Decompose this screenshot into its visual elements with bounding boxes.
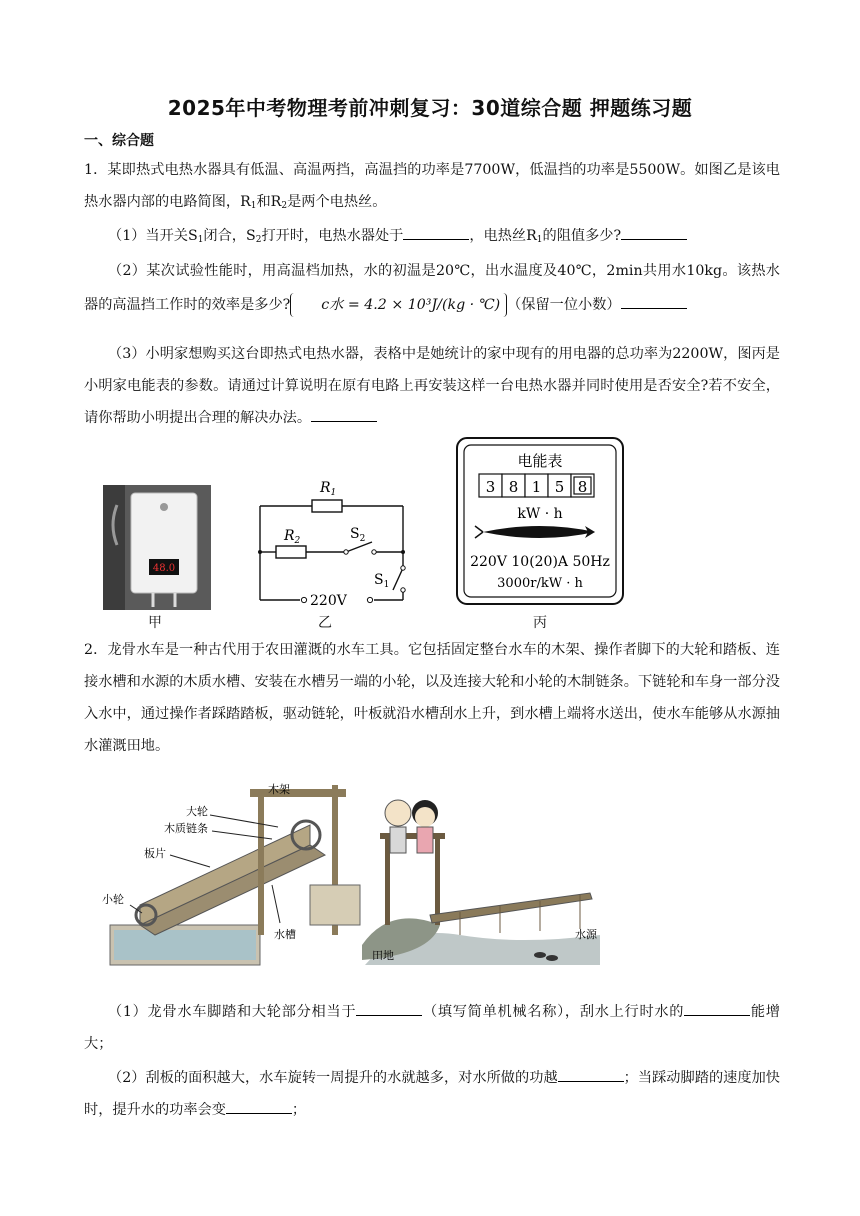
electricity-meter <box>455 436 627 608</box>
q1-stem <box>84 154 780 222</box>
q1-stem-text-a: 1．某即热式电热水器具有低温、高温两挡，高温挡的功率是7700W，低温挡的功率是5500W。如图乙是该电热水器内部的电路简图，R <box>84 162 780 210</box>
meter-title: 电能表 <box>517 452 563 470</box>
q1-part1 <box>84 220 780 256</box>
q1-p3-text: （3）小明家想购买这台即热式电热水器，表格中是她统计的家中现有的用电器的总功率为2200W，图丙是小明家电能表的参数。请通过计算说明在原有电路上再安装这样一台电热水器并同时使用是否安全?若不安全，请你帮助小明提出合理的解决办法。 <box>84 346 780 426</box>
q1-part3 <box>84 338 780 434</box>
label-source: 水源 <box>575 928 597 941</box>
q1-stem-text-b: 和R <box>256 194 282 210</box>
subscript: 1 <box>250 201 257 211</box>
subscript: 2 <box>281 201 288 211</box>
q1-p1-text-b: 闭合，S <box>203 228 256 244</box>
meter-digit: 3 <box>485 478 496 496</box>
q1-p2-text-b: （保留一位小数） <box>507 297 621 313</box>
circuit-s1-label: $S_1$ <box>374 572 390 590</box>
q1-p1-text-d: ，电热丝R <box>469 228 537 244</box>
answer-blank[interactable] <box>311 407 377 422</box>
heater-display-text: 48.0 <box>152 563 176 574</box>
page-title: 2025年中考物理考前冲刺复习：30道综合题 押题练习题 <box>167 96 693 120</box>
label-trough: 水槽 <box>274 928 296 941</box>
answer-blank[interactable] <box>403 225 469 240</box>
subscript: 1 <box>197 235 204 245</box>
q1-p1-text-c: 打开时，电热水器处于 <box>261 228 404 244</box>
q1-p1-text-a: （1）当开关S <box>108 228 198 244</box>
meter-digit: 8 <box>508 478 519 496</box>
answer-blank[interactable] <box>356 1001 422 1016</box>
q2-p2-text-c: ； <box>291 1102 307 1118</box>
circuit-voltage-label: 220V <box>310 593 347 609</box>
answer-blank[interactable] <box>226 1099 292 1114</box>
meter-digit: 8 <box>577 478 588 496</box>
q2-p2-text-a: （2）刮板的面积越大，水车旋转一周提升的水就越多，对水所做的功越 <box>108 1070 558 1086</box>
circuit-r1-label: $R_1$ <box>320 480 337 498</box>
q1-stem-text-c: 是两个电热丝。 <box>287 194 387 210</box>
answer-blank[interactable] <box>621 294 687 309</box>
q2-p2-text-b: ；当踩动脚踏的速度加快时，提升水的功率会变 <box>84 1070 780 1118</box>
circuit-diagram <box>250 472 420 612</box>
label-plate: 板片 <box>144 847 166 860</box>
water-wheel-illustration <box>100 775 600 975</box>
meter-digit: 1 <box>531 478 542 496</box>
label-chain: 木质链条 <box>164 822 208 835</box>
q2-p1-text-c: 能增大； <box>84 1004 780 1052</box>
answer-blank[interactable] <box>684 1001 750 1016</box>
subscript: 2 <box>255 235 262 245</box>
answer-blank[interactable] <box>558 1067 624 1082</box>
q2-p1-text-a: （1）龙骨水车脚踏和大轮部分相当于 <box>108 1004 357 1020</box>
meter-specs: 220V 10(20)A 50Hz <box>470 554 610 570</box>
section-heading: 一、综合题 <box>84 133 154 149</box>
label-big-wheel: 大轮 <box>186 805 208 818</box>
answer-blank[interactable] <box>621 225 687 240</box>
q1-part2 <box>84 254 780 322</box>
label-field: 田地 <box>372 949 394 962</box>
q2-stem: 2．龙骨水车是一种古代用于农田灌溉的水车工具。它包括固定整台水车的木架、操作者脚下的大轮和踏板、连接水槽和水源的木质水槽、安装在水槽另一端的小轮，以及连接大轮和小轮的木制链条。下链轮和车身一部分没入水中，通过操作者踩踏踏板，驱动链轮，叶板就沿水槽刮水上升，到水槽上端将水送出，使水车能够从水源抽水灌溉田地。 <box>84 642 780 754</box>
label-small-wheel: 小轮 <box>102 893 124 906</box>
q2-part1 <box>84 996 780 1060</box>
q1-p2-text-a: （2）某次试验性能时，用高温档加热，水的初温是20℃，出水温度及40℃，2min共用水10kg。该热水器的高温挡工作时的效率是多少? <box>84 263 780 313</box>
circuit-s2-label: $S_2$ <box>350 526 366 544</box>
specific-heat-formula: c水 = 4.2 × 10³J/(kg · ℃) <box>290 293 507 317</box>
q1-p1-text-e: 的阻值多少? <box>542 228 622 244</box>
circuit-r2-label: $R_2$ <box>284 528 301 546</box>
water-heater-photo <box>103 485 211 610</box>
q2-part2 <box>84 1062 780 1126</box>
subscript: 1 <box>536 235 543 245</box>
meter-revolutions: 3000r/kW · h <box>497 576 583 591</box>
figure-label-jia: 甲 <box>148 615 162 631</box>
meter-digit: 5 <box>554 478 565 496</box>
figure-label-bing: 丙 <box>533 615 547 631</box>
q2-p1-text-b: （填写简单机械名称），刮水上行时水的 <box>422 1004 685 1020</box>
figure-label-yi: 乙 <box>318 615 332 631</box>
meter-unit: kW · h <box>517 506 563 522</box>
label-wood-frame: 木架 <box>268 783 290 796</box>
